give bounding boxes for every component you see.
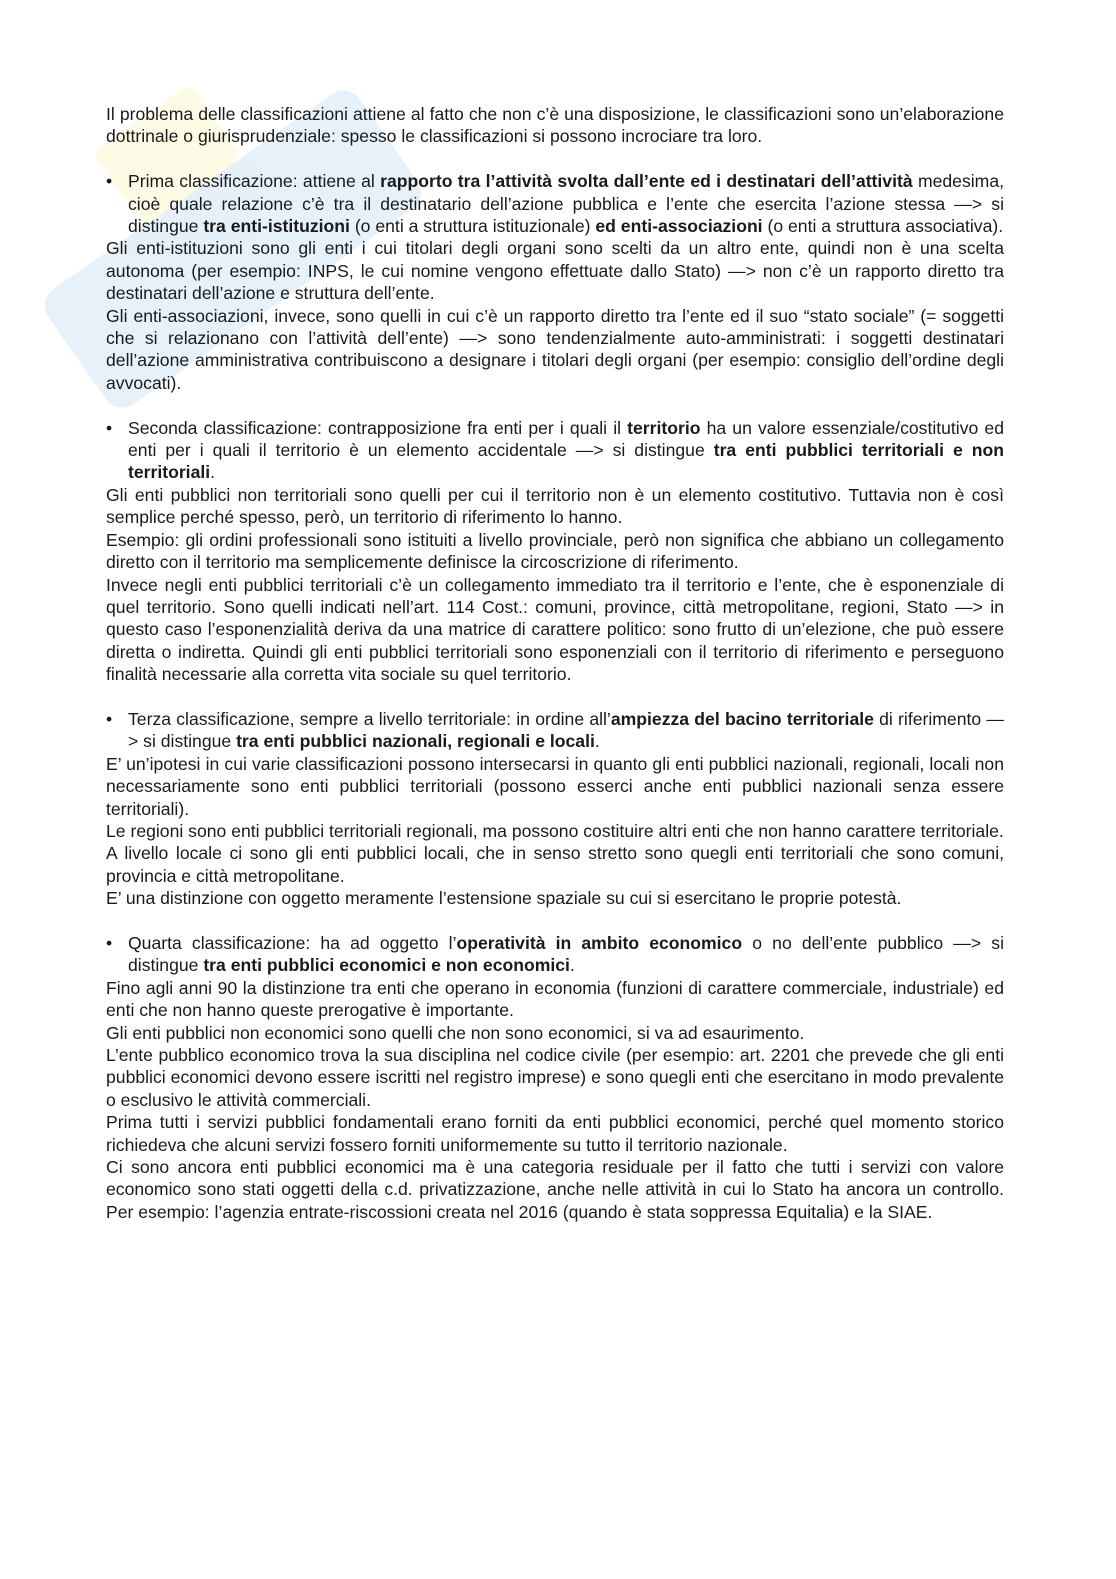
bullet-icon: •: [106, 171, 113, 192]
bold-text: ed enti-associazioni: [595, 216, 763, 237]
bullet-icon: •: [106, 417, 113, 438]
bold-text: ampiezza del bacino territoriale: [610, 708, 874, 729]
text-run: Le regioni sono enti pubblici territoriali regionali, ma possono costituire altri enti che non hanno carattere territoriale.: [106, 820, 1004, 841]
text-run: Gli enti-istituzioni sono gli enti i cui titolari degli organi sono scelti da un altro ente, quindi non è una scelta autonoma (per esempio: INPS, le cui nomine vengono effettuate dallo Stato) —> non c’è un rapporto diretto tra destinatari dell’azione e struttura dell’ente.: [106, 238, 1004, 304]
text-run: Il problema delle classificazioni attiene al fatto che non c’è una disposizione, le classificazioni sono un’elaborazione dottrinale o giurisprudenziale: spesso le classificazioni si possono incrociare tra loro.: [106, 104, 1004, 147]
text-run: Seconda classificazione: contrapposizione fra enti per i quali il: [128, 417, 628, 438]
body-paragraph: [106, 574, 1004, 686]
text-run: Quarta classificazione: ha ad oggetto l’: [128, 932, 457, 953]
bullet-item: [106, 170, 1004, 237]
paragraph-gap: [106, 148, 1004, 170]
body-paragraph: [106, 484, 1004, 529]
bullet-item: [106, 417, 1004, 484]
body-paragraph: [106, 1022, 1004, 1044]
bold-text: tra enti pubblici economici e non economici: [203, 955, 570, 976]
text-run: A livello locale ci sono gli enti pubblici locali, che in senso stretto sono quegli enti territoriali che sono comuni, provincia e città metropolitane.: [106, 843, 1004, 886]
bold-text: tra enti-istituzioni: [203, 216, 350, 237]
text-run: o no dell’ente pubblico —> si distingue: [128, 932, 1004, 976]
body-paragraph: [106, 842, 1004, 887]
text-run: Prima classificazione: attiene al: [128, 171, 381, 192]
text-run: E’ una distinzione con oggetto meramente l’estensione spaziale su cui si esercitano le proprie potestà.: [106, 888, 902, 909]
body-paragraph: [106, 753, 1004, 820]
text-run: Prima tutti i servizi pubblici fondamentali erano forniti da enti pubblici economici, perché quel momento storico richiedeva che alcuni servizi fossero forniti uniformemente su tutto il territorio nazionale.: [106, 1112, 1004, 1155]
body-paragraph: [106, 237, 1004, 304]
text-run: ha un valore essenziale/costitutivo ed enti per i quali il territorio è un elemento accidentale —> si distingue: [128, 417, 1004, 461]
text-run: Terza classificazione, sempre a livello territoriale: in ordine all’: [128, 708, 611, 729]
bullet-item: [106, 708, 1004, 753]
text-run: Ci sono ancora enti pubblici economici ma è una categoria residuale per il fatto che tutti i servizi con valore economico sono stati oggetti della c.d. privatizzazione, anche nelle attività in cui lo Stato ha ancora un controllo. Per esempio: l’agenzia entrate-riscossioni creata nel 2016 (quando è stata soppressa Equitalia) e la SIAE.: [106, 1157, 1004, 1222]
text-run: medesima, cioè quale relazione c’è tra il destinatario dell’azione pubblica e l’ente che esercita l’azione stessa —> si distingue: [128, 171, 1005, 237]
body-paragraph: [106, 1156, 1004, 1223]
text-run: E’ un’ipotesi in cui varie classificazioni possono intersecarsi in quanto gli enti pubblici nazionali, regionali, locali non necessariamente sono enti pubblici territoriali (possono esserci anche enti pubblici nazionali senza essere territoriali).: [106, 753, 1004, 819]
bullet-icon: •: [106, 932, 113, 953]
bold-text: tra enti pubblici territoriali e non territoriali: [128, 440, 1004, 483]
body-paragraph: [106, 887, 1004, 909]
text-run: Gli enti pubblici non territoriali sono quelli per cui il territorio non è un elemento costitutivo. Tuttavia non è così semplice perché spesso, però, un territorio di riferimento lo hanno.: [106, 484, 1004, 528]
text-run: L’ente pubblico economico trova la sua disciplina nel codice civile (per esempio: art. 2201 che prevede che gli enti pubblici economici devono essere iscritti nel registro imprese) e sono quegli enti che esercitano in modo prevalente o esclusivo le attività commerciali.: [106, 1045, 1004, 1110]
paragraph-gap: [106, 394, 1004, 416]
text-run: Invece negli enti pubblici territoriali c’è un collegamento immediato tra il territorio e l’ente, che è esponenziale di quel territorio. Sono quelli indicati nell’art. 114 Cost.: comuni, province, città metropolitane, regioni, Stato —> in questo caso l’esponenzialità deriva da una matrice di carattere politico: sono frutto di un’elezione, che può essere diretta o indiretta. Quindi gli enti pubblici territoriali sono esponenziali con il territorio di riferimento e perseguono finalità necessarie alla corretta vita sociale su quel territorio.: [106, 574, 1004, 685]
text-run: (o enti a struttura associativa).: [762, 216, 1004, 237]
bold-text: tra enti pubblici nazionali, regionali e locali: [236, 731, 595, 752]
text-run: .: [569, 955, 575, 976]
bold-text: operatività in ambito economico: [456, 932, 743, 953]
bold-text: territorio: [627, 417, 701, 438]
text-run: (o enti a struttura istituzionale): [349, 216, 596, 237]
text-run: Esempio: gli ordini professionali sono istituiti a livello provinciale, però non significa che abbiano un collegamento diretto con il territorio ma semplicemente definisce la circoscrizione di riferimento.: [106, 529, 1004, 573]
text-run: Gli enti-associazioni, invece, sono quelli in cui c’è un rapporto diretto tra l’ente ed il suo “stato sociale” (= soggetti che si relazionano con l’attività dell’ente) —> sono tendenzialmente auto-amministrati: i soggetti destinatari dell’azione amministrativa contribuiscono a designare i titolari degli organi (per esempio: consiglio dell’ordine degli avvocati).: [106, 305, 1004, 393]
text-run: Gli enti pubblici non economici sono quelli che non sono economici, si va ad esaurimento.: [106, 1022, 805, 1043]
body-paragraph: [106, 305, 1004, 395]
text-run: di riferimento —> si distingue: [128, 708, 1004, 752]
document-page: [106, 103, 1004, 1223]
bold-text: rapporto tra l’attività svolta dall’ente ed i destinatari dell’attività: [380, 171, 913, 192]
body-paragraph: [106, 820, 1004, 842]
text-run: Fino agli anni 90 la distinzione tra enti che operano in economia (funzioni di carattere commerciale, industriale) ed enti che non hanno queste prerogative è importante.: [106, 977, 1004, 1021]
bullet-icon: •: [106, 708, 113, 729]
body-paragraph: [106, 977, 1004, 1022]
bullet-item: [106, 932, 1004, 977]
body-paragraph: [106, 1044, 1004, 1111]
body-paragraph: [106, 103, 1004, 148]
paragraph-gap: [106, 686, 1004, 708]
body-paragraph: [106, 1111, 1004, 1156]
text-run: .: [594, 731, 600, 752]
text-run: .: [210, 462, 216, 483]
paragraph-gap: [106, 910, 1004, 932]
body-paragraph: [106, 529, 1004, 574]
